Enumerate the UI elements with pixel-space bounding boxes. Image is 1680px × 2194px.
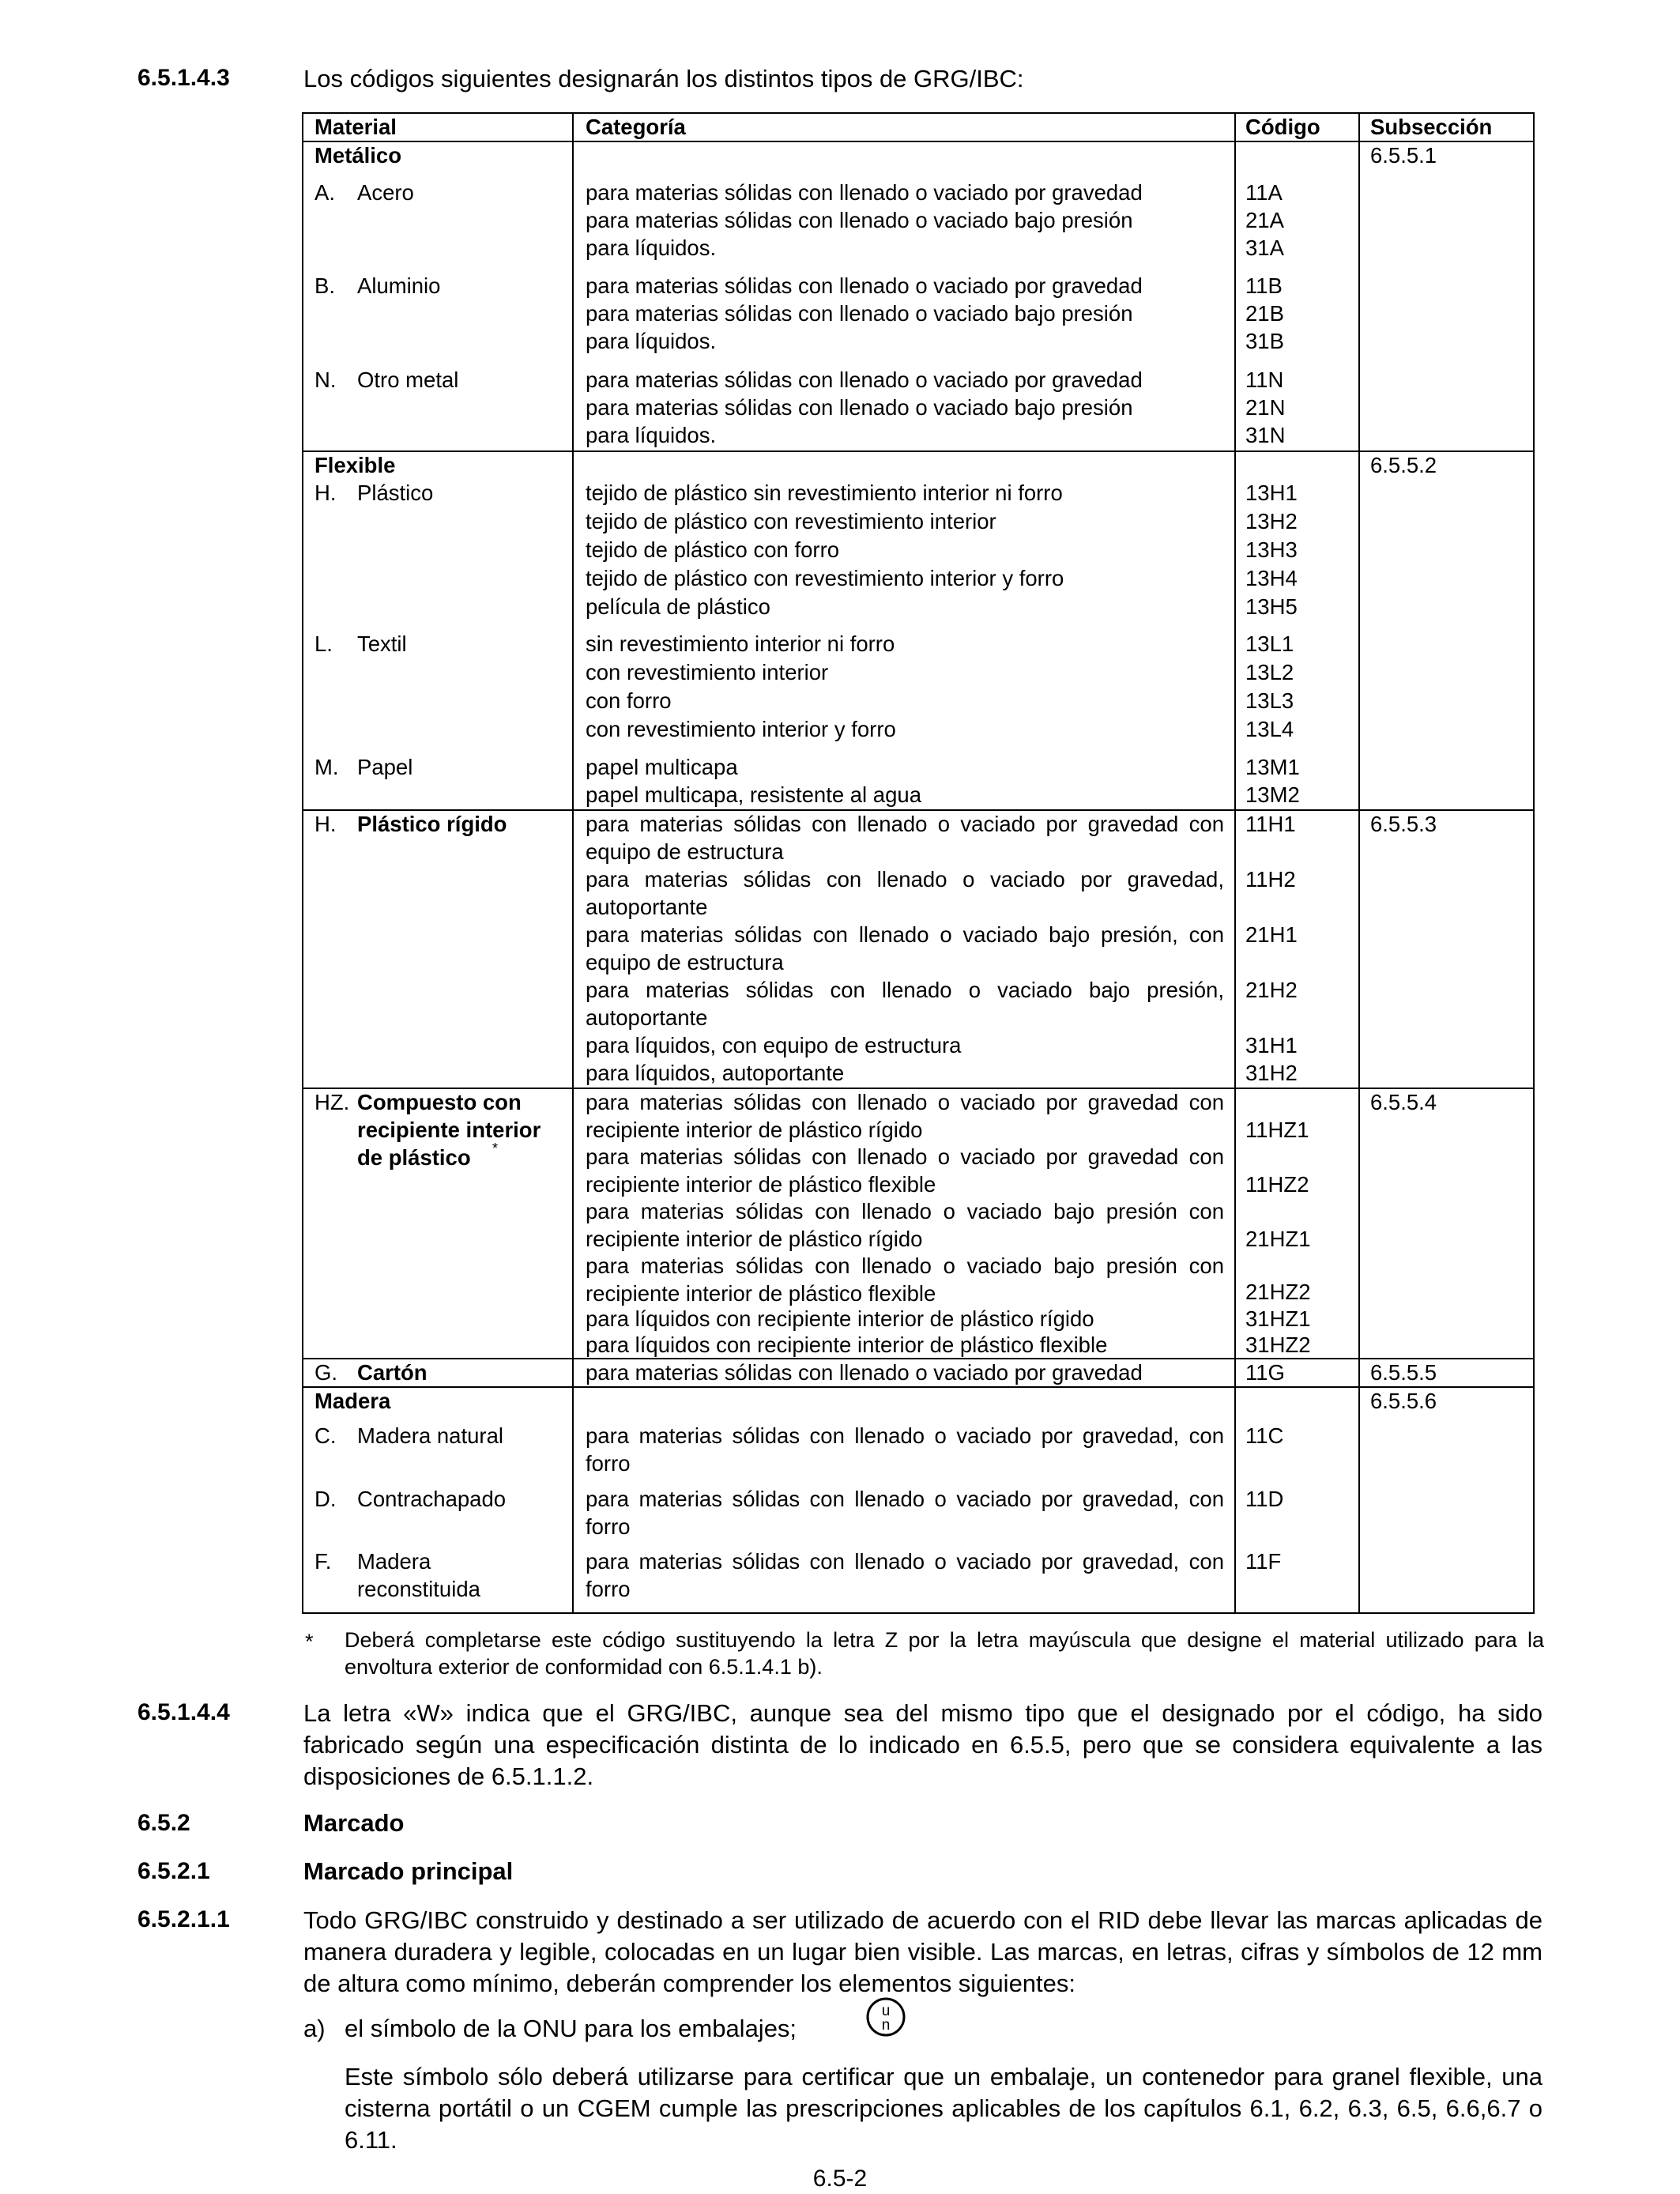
list-item-a-note: Este símbolo sólo deberá utilizarse para certificar que un embalaje, un contenedor para granel flexible, una cisterna portátil o un CGEM cumple las prescripciones aplicables de los capítulos 6.1, 6.2, 6.3, 6.5, 6.6,6.7 o 6.11. (345, 2063, 1543, 2154)
un-packaging-symbol-icon (865, 1996, 906, 2038)
category-line: con revestimiento interior y forro (586, 717, 896, 741)
group-title-metalico: Metálico (315, 143, 402, 168)
code-cell: 31A (1245, 236, 1284, 260)
category-line: para líquidos con recipiente interior de plástico rígido (586, 1306, 1094, 1331)
code-cell: 13L4 (1245, 717, 1294, 741)
category-line: para materias sólidas con llenado o vaciado bajo presión (586, 395, 1133, 420)
code-cell: 21HZ1 (1245, 1227, 1311, 1251)
code-cell: 21A (1245, 208, 1284, 232)
category-line: para líquidos, con equipo de estructura (586, 1033, 962, 1057)
header-subseccion: Subsección (1370, 115, 1493, 139)
category-text: para materias sólidas con llenado o vaciado bajo presión con recipiente interior de plástico flexible (586, 1253, 1224, 1306)
code-cell: 21H1 (1245, 922, 1298, 947)
code-cell: 11D (1245, 1487, 1284, 1511)
category-line: para materias sólidas con llenado o vaciado por gravedad (586, 273, 1143, 298)
code-cell: 21N (1245, 395, 1286, 420)
code-cell: 11H1 (1245, 812, 1296, 836)
code-cell: 31B (1245, 329, 1284, 353)
category-line: tejido de plástico sin revestimiento interior ni forro (586, 481, 1063, 505)
category-line: papel multicapa, resistente al agua (586, 782, 921, 807)
un-symbol-letter-n: n (881, 2017, 891, 2034)
category-text: para materias sólidas con llenado o vaciado por gravedad, autoportante (586, 867, 1224, 919)
code-cell: 11A (1245, 180, 1283, 205)
subsection-flexible: 6.5.5.2 (1370, 453, 1437, 477)
ibc-codes-table: Material Categoría Código Subsección Metálico 6.5.5.1 A. Acero para materias sólidas con llenado o vaciado por gravedad para materias sólidas con llenado o vaciado bajo presión para líquidos. 11A 21A 31A B. Aluminio para materias sólidas con llenado o vaciado por gravedad para materias sólidas con llenado o vaciado bajo presión para líquidos. 11B 21B 31B N. Otro metal para materias sólidas con llenado o vaciado por gravedad para materias sólidas con llenado o vaciado bajo presión para líquidos. 11N 21N 31N Flexible 6.5.5.2 H. Plástico tejido de plástico sin revestimiento interior ni forro tejido de plástico con revestimiento interior tejido de plástico con forro tejido de plástico con revestimiento interior y forro película de plástico 13H1 13H2 13H3 13H4 13H5 L. Textil sin revestimiento interior ni forro con revestimiento interior con forro con revestimiento interior y forro 13L1 13L2 13L3 13L4 M. Papel papel multicapa papel multicapa, resistente al agua 13M1 13M2 H. Plástico rígido 6.5.5.3 para materias sólidas con llenado o vaciado por gravedad con equipo de estructura para materias sólidas con llenado o vaciado por gravedad, autoportante para materias sólidas con llenado o vaciado bajo presión, con equipo de estructura para materias sólidas con llenado o vaciado bajo presión, autoportante para líquidos, con equipo de estructura para líquidos, autoportante 11H1 11H2 21H1 21H2 31H1 31H2 HZ. Compuesto con recipiente interior de plástico * 6.5.5.4 para materias sólidas con llenado o vaciado por gravedad con recipiente interior de plástico rígido para materias sólidas con llenado o vaciado por gravedad con recipiente interior de plástico flexible para materias sólidas con llenado o vaciado bajo presión con recipiente interior de plástico rígido para materias sólidas con llenado o vaciado bajo presión con recipiente interior de plástico flexible para líquidos con recipiente interior de plástico rígido para líquidos con recipiente interior de plástico flexible 11HZ1 11HZ2 21HZ1 21HZ2 31HZ1 31HZ2 G. Cartón para materias sólidas con llenado o vaciado por gravedad 11G 6.5.5.5 Madera 6.5.5.6 C. Madera natural para materias sólidas con llenado o vaciado por gravedad, con forro 11C D. Contrachapado para materias sólidas con llenado o vaciado por gravedad, con forro 11D F. Madera reconstituida para materias sólidas con llenado o vaciado por gravedad, con forro 11F (302, 112, 1535, 1614)
category-line: para líquidos con recipiente interior de plástico flexible (586, 1333, 1108, 1357)
category-text: para materias sólidas con llenado o vaciado por gravedad, con forro (586, 1549, 1224, 1601)
category-line: con forro (586, 688, 672, 713)
code-cell: 13H1 (1245, 481, 1298, 505)
section-title-marcado: Marcado (303, 1809, 405, 1837)
code-cell: 31H2 (1245, 1061, 1298, 1085)
header-material: Material (315, 115, 397, 139)
code-cell: 13L3 (1245, 688, 1294, 713)
code-cell: 11HZ1 (1245, 1118, 1309, 1142)
code-cell: 31HZ1 (1245, 1306, 1311, 1331)
category-line: sin revestimiento interior ni forro (586, 631, 895, 656)
category-line: tejido de plástico con forro (586, 537, 840, 562)
category-line: para líquidos. (586, 236, 717, 260)
section-number-6-5-2: 6.5.2 (137, 1810, 190, 1836)
subsection-compuesto: 6.5.5.4 (1370, 1090, 1437, 1114)
subsection-carton: 6.5.5.5 (1370, 1360, 1437, 1385)
section-title-marcado-principal: Marcado principal (303, 1857, 514, 1885)
list-item-a-text: el símbolo de la ONU para los embalajes; (345, 2015, 797, 2042)
section-number-6-5-1-4-4: 6.5.1.4.4 (137, 1699, 230, 1725)
category-line: para líquidos, autoportante (586, 1061, 845, 1085)
category-line: tejido de plástico con revestimiento interior (586, 509, 996, 533)
code-cell: 13M1 (1245, 755, 1300, 779)
code-cell: 11F (1245, 1549, 1282, 1574)
category-text: para materias sólidas con llenado o vaciado por gravedad, con forro (586, 1487, 1224, 1539)
category-line: para materias sólidas con llenado o vaciado por gravedad (586, 180, 1143, 205)
section-text-6-5-1-4-3: Los códigos siguientes designarán los distintos tipos de GRG/IBC: (303, 65, 1024, 92)
code-cell: 13L1 (1245, 631, 1294, 656)
code-cell: 11HZ2 (1245, 1172, 1309, 1197)
code-cell: 11G (1245, 1360, 1285, 1385)
category-text: para materias sólidas con llenado o vaciado por gravedad con recipiente interior de plástico rígido (586, 1090, 1224, 1142)
category-line: papel multicapa (586, 755, 738, 779)
footnote-mark: * (305, 1630, 314, 1653)
subsection-metalico: 6.5.5.1 (1370, 143, 1437, 168)
header-categoria: Categoría (586, 115, 686, 139)
code-cell: 21H2 (1245, 978, 1298, 1002)
code-cell: 11C (1245, 1423, 1284, 1448)
category-line: tejido de plástico con revestimiento interior y forro (586, 566, 1064, 590)
category-text: para materias sólidas con llenado o vaciado por gravedad, con forro (586, 1423, 1224, 1476)
category-text: para materias sólidas con llenado o vaciado bajo presión con recipiente interior de plástico rígido (586, 1199, 1224, 1251)
subsection-madera: 6.5.5.6 (1370, 1389, 1437, 1413)
code-cell: 31HZ2 (1245, 1333, 1311, 1357)
code-cell: 13H2 (1245, 509, 1298, 533)
group-title-flexible: Flexible (315, 453, 396, 477)
code-cell: 21B (1245, 301, 1284, 326)
category-line: para materias sólidas con llenado o vaciado bajo presión (586, 208, 1133, 232)
category-text: para materias sólidas con llenado o vaciado por gravedad con recipiente interior de plástico flexible (586, 1144, 1224, 1197)
category-line: para materias sólidas con llenado o vaciado por gravedad (586, 1360, 1143, 1385)
code-cell: 11B (1245, 273, 1283, 298)
code-cell: 13L2 (1245, 660, 1294, 684)
section-text-6-5-1-4-4: La letra «W» indica que el GRG/IBC, aunque sea del mismo tipo que el designado por el código, ha sido fabricado según una especificación distinta de lo indicado en 6.5.5, pero que se considera equivalente a las disposiciones de 6.5.1.1.2. (303, 1699, 1543, 1790)
category-line: película de plástico (586, 594, 770, 619)
code-cell: 13H3 (1245, 537, 1298, 562)
section-number-6-5-2-1: 6.5.2.1 (137, 1858, 210, 1884)
footnote-mark: * (492, 1140, 499, 1156)
category-text: para materias sólidas con llenado o vaciado bajo presión, con equipo de estructura (586, 922, 1224, 974)
section-number-6-5-1-4-3: 6.5.1.4.3 (137, 65, 230, 91)
category-line: para materias sólidas con llenado o vaciado por gravedad (586, 368, 1143, 392)
section-number-6-5-2-1-1: 6.5.2.1.1 (137, 1906, 230, 1932)
table-row-divider (303, 450, 1533, 452)
category-text: para materias sólidas con llenado o vaciado bajo presión, autoportante (586, 978, 1224, 1030)
code-cell: 13H5 (1245, 594, 1298, 619)
header-codigo: Código (1245, 115, 1320, 139)
code-cell: 21HZ2 (1245, 1280, 1311, 1304)
group-title-madera: Madera (315, 1389, 391, 1413)
category-line: para líquidos. (586, 329, 717, 353)
list-label-a: a) (303, 2015, 326, 2042)
subsection-rigido: 6.5.5.3 (1370, 812, 1437, 836)
un-symbol-letter-u: u (881, 2003, 891, 2019)
section-text-6-5-2-1-1: Todo GRG/IBC construido y destinado a ser utilizado de acuerdo con el RID debe llevar las marcas aplicadas de manera duradera y legible, colocadas en un lugar bien visible. Las marcas, en letras, cifras y símbolos de 12 mm de altura como mínimo, deberán comprender los elementos siguientes: (303, 1906, 1543, 1997)
category-text: para materias sólidas con llenado o vaciado por gravedad con equipo de estructura (586, 812, 1224, 864)
footnote-text: Deberá completarse este código sustituyendo la letra Z por la letra mayúscula que designe el material utilizado para la envoltura exterior de conformidad con 6.5.1.4.1 b). (345, 1628, 1544, 1679)
code-cell: 31H1 (1245, 1033, 1298, 1057)
category-line: para materias sólidas con llenado o vaciado bajo presión (586, 301, 1133, 326)
code-cell: 11H2 (1245, 867, 1296, 892)
category-line: con revestimiento interior (586, 660, 829, 684)
code-cell: 13M2 (1245, 782, 1300, 807)
code-cell: 13H4 (1245, 566, 1298, 590)
code-cell: 31N (1245, 423, 1286, 447)
page-number: 6.5-2 (812, 2166, 868, 2192)
category-line: para líquidos. (586, 423, 717, 447)
code-cell: 11N (1245, 368, 1284, 392)
